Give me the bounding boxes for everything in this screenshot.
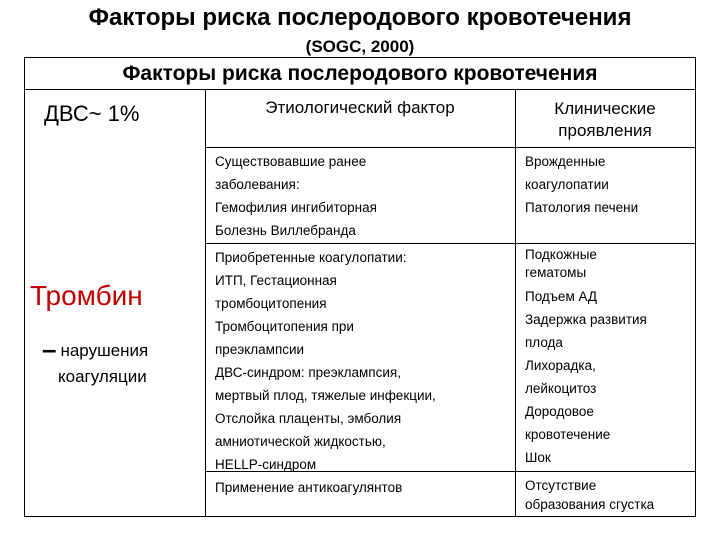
header-line: Клинические [554,99,656,118]
thrombin-label: Тромбин [30,280,143,311]
cell-line: Болезнь Виллебранда [215,223,356,238]
table-title: Факторы риска послеродового кровотечения [122,62,598,85]
cell-line: Приобретенные коагулопатии: [215,250,407,265]
cell-line: Отслойка плаценты, эмболия [215,411,402,426]
coagulation-word: коагуляции [58,367,147,386]
cell-line: Подкожные [525,247,597,262]
cell-line: коагулопатии [525,177,609,192]
cell-line: Лихорадка, [525,358,596,373]
row2-factor-cell [215,246,436,476]
cell-line: амниотической жидкостью, [215,434,386,449]
cell-line: Существовавшие ранее [215,154,367,169]
cell-line: Гемофилия ингибиторная [215,200,377,215]
cell-line: мертвый плод, тяжелые инфекции, [215,388,436,403]
cell-line: Шок [525,450,551,465]
cell-line: ДВС-синдром: преэклампсия, [215,365,401,380]
cell-line: Отсутствие [525,478,597,493]
cell-line: кровотечение [525,427,611,442]
row1-manifest-cell [525,150,638,219]
column-divider-right [515,89,516,517]
cell-line: Применение антикоагулянтов [215,480,403,495]
cell-line: Патология печени [525,200,639,215]
slide-title: Факторы риска послеродового кровотечения [88,4,632,31]
cell-line: Тромбоцитопения при [215,319,354,334]
cell-line: Задержка развития [525,312,647,327]
cell-line: гематомы [525,265,587,280]
cell-line: образования сгустка [525,497,655,512]
cell-line: HELLP-синдром [215,457,317,472]
row3-factor-cell [215,476,402,499]
cell-line: Подъем АД [525,289,598,304]
header-line: проявления [558,121,652,140]
header-body-divider [205,147,696,148]
etiology-column-header: Этиологический фактор [265,98,455,117]
cell-line: преэклампсии [215,342,305,357]
cell-line: Дородовое [525,404,594,419]
dash-mark: – [42,334,57,364]
cell-line: плода [525,335,563,350]
cell-line: заболевания: [215,177,300,192]
row2-manifest-cell [525,246,647,469]
manifestations-column-header [515,98,695,142]
cell-line: Врожденные [525,154,606,169]
coagulation-disorder-label [42,334,148,365]
dic-frequency-label: ДВС~ 1% [44,101,140,126]
disorder-word: нарушения [60,341,149,360]
cell-line: лейкоцитоз [525,381,597,396]
header-row-divider [24,89,696,90]
column-divider-left [205,89,206,517]
row1-factor-cell [215,150,377,242]
slide-subtitle: (SOGC, 2000) [305,37,415,56]
row3-manifest-cell [525,476,654,514]
cell-line: ИТП, Гестационная [215,273,337,288]
cell-line: тромбоцитопения [215,296,327,311]
row-divider-1 [205,243,696,244]
